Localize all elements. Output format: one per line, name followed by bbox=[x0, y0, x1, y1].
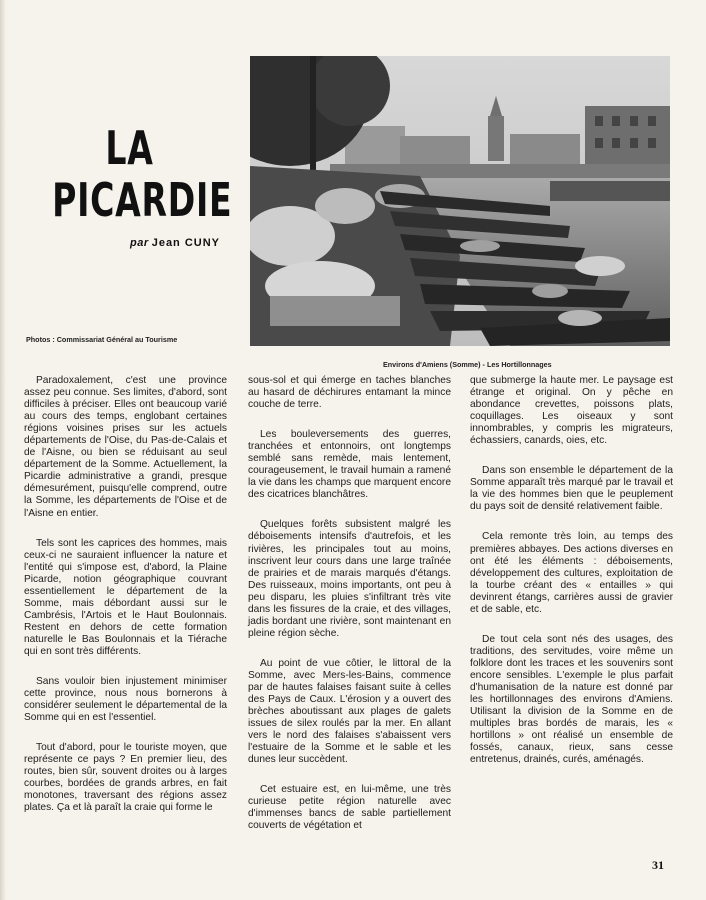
paragraph: Au point de vue côtier, le littoral de la Somme, avec Mers-les-Bains, commence par de hautes falaises faisant suite à celles des Pays de Caux. L'érosion y a ouvert des brèches aboutissant aux plages de galets issues de silex roulés par la mer. En allant vers le nord des falaises s'abaissent vers l'estuaire de la Somme et le sable et les dunes leur succèdent. bbox=[248, 657, 451, 766]
photo-illustration bbox=[250, 56, 670, 346]
paragraph: Tels sont les caprices des hommes, mais ceux-ci ne sauraient influencer la nature et l'entité qui s'impose est, d'abord, la Plaine Picarde, notion géographique couvrant essentiellement le département de la Somme, mais débordant aussi sur le Cambrésis, l'Artois et le Haut Boulonnais. Restent en dehors de cette formation naturelle le Bas Boulonnais et la Tiérache qui en sont très différents. bbox=[24, 537, 227, 657]
paragraph: De tout cela sont nés des usages, des traditions, des servitudes, voire même un folklore dont les traces et les souvenirs sont encore sensibles. L'exemple le plus parfait d'humanisation de la nature est donné par les hortillonnages des environs d'Amiens. Utilisant la division de la Somme en de multiples bras bordés de marais, les « hortillons » ont réalisé un ensemble de fossés, canaux, rieux, sans cesse entretenus, drainés, curés, aménagés. bbox=[470, 633, 673, 766]
byline-author: Jean CUNY bbox=[151, 237, 220, 249]
article-title bbox=[52, 121, 233, 227]
paragraph: Quelques forêts subsistent malgré les déboisements intensifs d'autrefois, et les rivières, les principales tout au moins, inscrivent leur cours dans une large traînée de prairies et de marais marqués d'étangs. Des ruisseaux, moins importants, ont peu à peu disparu, les pluies s'infiltrant très vite dans les fissures de la craie, et des villages, jadis bordant une rivière, sont maintenant en pleine région sèche. bbox=[248, 519, 451, 639]
paragraph: Tout d'abord, pour le touriste moyen, que représente ce pays ? En premier lieu, des routes, bien sûr, souvent droites ou à larges courbes, bordées de grands arbres, en fait monotones, traversant des régions assez plates. Ça et là paraît la craie qui forme le bbox=[24, 742, 227, 814]
photo-caption: Environs d'Amiens (Somme) - Les Hortillonnages bbox=[383, 360, 552, 369]
paragraph: Cela remonte très loin, au temps des premières abbayes. Des actions diverses en ont été les éléments : déboisements, développement des cultures, exploitation de la tourbe créant des « entailles » qui devinrent étangs, carrières aussi de gravier et de sable, etc. bbox=[470, 531, 673, 615]
byline-par: par bbox=[130, 237, 149, 249]
hortillonnages-photo bbox=[250, 56, 670, 346]
page-binding-edge bbox=[0, 0, 6, 900]
title-line-picardie: PICARDIE bbox=[52, 173, 233, 227]
title-line-la: LA bbox=[105, 121, 154, 175]
byline bbox=[60, 237, 220, 249]
paragraph: Paradoxalement, c'est une province assez peu connue. Ses limites, d'abord, sont difficiles à préciser. Elles ont beaucoup varié au cours des temps, englobant certaines régions voisines prises sur les actuels départements de l'Oise, du Pas-de-Calais et de l'Aisne, ou bien se réduisant au seul département de la Somme. Actuellement, la Picardie administrative a grandi, presque démesurément, puisqu'elle comprend, outre la Somme, les départements de l'Oise et de l'Aisne en entier. bbox=[24, 375, 227, 519]
text-column-2 bbox=[248, 375, 451, 851]
text-column-3 bbox=[470, 375, 673, 784]
paragraph: que submerge la haute mer. Le paysage est étrange et original. On y pêche en abondance crevettes, poissons plats, coquillages. Les oiseaux y sont innombrables, y compris les migrateurs, échassiers, canards, oies, etc. bbox=[470, 375, 673, 447]
paragraph: Dans son ensemble le département de la Somme apparaît très marqué par le travail et la vie des hommes bien que le peuplement du pays soit de densité relativement faible. bbox=[470, 465, 673, 513]
paragraph: sous-sol et qui émerge en taches blanches au hasard de déchirures entamant la mince couche de terre. bbox=[248, 375, 451, 411]
photo-credit: Photos : Commissariat Général au Tourisme bbox=[26, 335, 178, 344]
paragraph: Les bouleversements des guerres, tranchées et entonnoirs, ont longtemps semblé sans remède, mais lentement, courageusement, le travail humain a ramené la vie dans les champs que marquent encore des cicatrices blanchâtres. bbox=[248, 429, 451, 501]
paragraph: Cet estuaire est, en lui-même, une très curieuse petite région naturelle avec d'immenses bancs de sable partiellement couverts de végétation et bbox=[248, 784, 451, 832]
text-column-1 bbox=[24, 375, 227, 833]
page-number: 31 bbox=[652, 858, 664, 872]
paragraph: Sans vouloir bien injustement minimiser cette province, nous nous bornerons à considérer seulement le départemental de la Somme qui en est l'essentiel. bbox=[24, 676, 227, 724]
